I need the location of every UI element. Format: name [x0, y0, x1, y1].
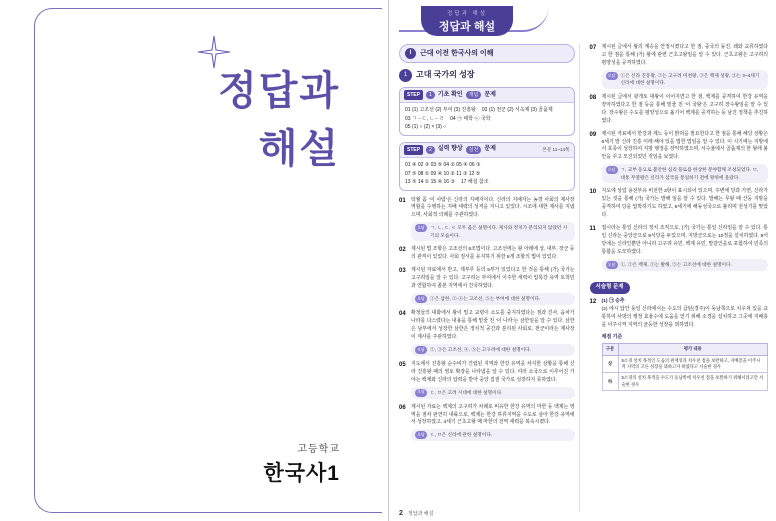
note-text: ②, ③은 고조선, ④, ⑤는 고구려에 대한 설명이다.	[430, 346, 531, 352]
rubric-header-cell: 구분	[602, 343, 618, 355]
question-item	[399, 404, 575, 442]
question-item	[590, 131, 768, 184]
question-item	[399, 361, 575, 399]
step-1-number: 1	[426, 91, 435, 99]
essay-model-answer: (2) 에시 답안 동일 신라에서는 수도의 급된(경주)이 동남쪽으로 치우쳐 있을 교통하여 사방의 행정 효율수에 도움을 얻기 위해 소경을 설치하고 그곳에 지배층을 이주시켜 지역의 균등한 성장을 꾀하였다.	[601, 306, 768, 328]
question-note	[411, 293, 575, 305]
question-item	[399, 246, 575, 262]
cover-title-line2: 해설	[258, 127, 340, 171]
rubric-header-cell: 평가 내용	[618, 343, 767, 355]
step-1-chip: 개념	[466, 91, 482, 99]
step-1-answer-row: 03 ㄱ－ㄷ, ㄴ－ㄹ	[405, 115, 445, 122]
question-number: 03	[399, 268, 406, 275]
question-item	[590, 94, 768, 126]
question-number: 02	[399, 247, 406, 254]
question-number: 04	[399, 311, 406, 318]
essay-question-number: 12	[589, 298, 597, 305]
step-2-tag: STEP	[404, 145, 423, 155]
step-1-answer-row: 02 (1) 천군 (2) 서옥제 (3) 골품제	[481, 107, 553, 114]
question-explanation: 제시된 글에서 광개토 대왕이 이어지면고 한 점, 백제를 공격하여 한강 유역을 장악하였다고 한 점 등을 통해 밑줄 친 ‘이 국왕’은 고구려 장수왕임을 알 수 있다. 장수왕은 수도를 평양성으로 옮기어 백제를 공격하는 등 남진 정책을 추진하였다.	[601, 94, 768, 124]
column-right	[588, 44, 768, 512]
note-badge-icon: 오답	[415, 389, 427, 397]
unit-heading	[399, 44, 575, 63]
step-1-header	[400, 88, 574, 103]
question-item	[399, 197, 575, 242]
note-text: ㄱ, 교부 동요로 불안한 심리 풍토를 한상한 분야함께 조성되었다. ㅁ, 대통 무열왕은 신라가 삼국을 통일하기 전에 왕위에 올랐다.	[620, 167, 759, 180]
rubric-desc-cell: 5소경의 설치 목적을 수도가 동남쪽에 치우친 점을 보완하기 위해서라고만 서술한 경우	[618, 373, 767, 391]
rubric-label: 채점 기준	[601, 333, 623, 340]
question-number: 10	[589, 189, 597, 196]
banner-tab	[421, 6, 513, 36]
note-text: ①은 삼한, ②·④는 고조선, ⑤는 부여에 대한 설명이다.	[430, 296, 541, 302]
rubric-row	[602, 355, 767, 373]
page-banner	[399, 6, 768, 40]
step-2-number: 2	[426, 146, 435, 154]
question-explanation: 제시된 글에서 왕의 계승을 안정시켰다고 한 점, 중국의 동진, 왜와 교류하였다고 한 점을 통해 (가) 왕에 관련 근초고왕임을 알 수 있다. 근초고왕은 고구려의 평양성을 공격하였다.	[601, 45, 768, 66]
note-text: ㄱ, ㄴ, ㄷ, ㄹ 모두 옳은 설명이다. 제사와 정치가 분리되지 않았던 시기의 모습이다.	[430, 225, 568, 238]
cover-grade: 고등학교	[297, 444, 340, 455]
question-number: 01	[399, 197, 406, 204]
question-explanation: 제시된 자료에서 반고, 제부루 등의 5부가 있었다고 한 것을 통해 (가) 국가는 고구려임을 알 수 있다. 고구려는 부여에서 이주한 세력이 압록강 유역 토착민과 연합하여 졸본 지역에서 건국하였다.	[411, 268, 575, 290]
step-2-chip2: 문제	[484, 146, 496, 153]
question-item	[590, 225, 768, 271]
step-2-answer-row: 13 ⑤ 14 ① 15 ④ 16 ③	[405, 179, 455, 186]
step-2-answer-row: 07 ⑤ 08 ① 09 ④ 10 ② 11 ③ 12 ⑤	[405, 170, 481, 177]
rubric-grade-cell: 하	[602, 373, 618, 391]
topic-title: 고대 국가의 성장	[416, 70, 475, 80]
question-explanation: 지도에서 진흥왕 순수비가 건립된 지역과 한강 유역을 차지한 상황을 통해 신라 진흥왕 때의 영토 확장을 나타냄을 알 수 있다. 여러 소국으로 이루어진 가야는 백제와 신라의 압력을 받아 중앙 집권 국가로 성장하지 못하였다.	[411, 361, 575, 383]
question-note	[411, 222, 575, 241]
step-box-1	[399, 87, 575, 136]
note-text: ㄷ, ㅁ은 고려 시대에 대한 설명이다.	[430, 389, 503, 395]
essay-question-item	[590, 298, 768, 392]
question-number: 11	[589, 226, 596, 233]
note-badge-icon: 오답	[606, 72, 618, 80]
question-note	[411, 429, 575, 441]
question-explanation: 지도에 상업 용전부유 비전한 3항이 표시되어 있으며, 주변에 당과 가면, 신라가 있는 것을 통해 (가) 국가는 발해 임을 알 수 있다. 발해는 무왕 때 산둥 지방을 공격하여 당을 압박하기도 하였고, 9세기에 해동성국으로 불리며 전성기를 맞았다.	[601, 189, 768, 219]
banner-small-label: 정답과 해설	[446, 10, 488, 17]
question-note	[602, 259, 768, 271]
note-text: ㄷ, ㅁ은 신라에 관한 설명이다.	[430, 432, 493, 438]
note-badge-icon: 오답	[606, 166, 618, 174]
step-2-label: 실력 향상	[437, 146, 463, 153]
question-explanation: 탁월 꼼 ‘이 사람’은 신라의 지배자이다. 신라의 지배자는 농경 사회의 제사장 역할을 수행하는 지배 세력의 성격을 지니고 있었다. 시조에 대한 제사를 지냈으며, 사회적 의례를 주관하였다.	[411, 197, 575, 219]
step-1-answer-row: 04 ㉠ 태학 ㉡ 국학	[450, 115, 491, 122]
question-explanation: 제시된 자료는 백제의 고구려가 차례로 비유한 한강 유역의 마한 등 백제는 영역을 점차 판연히 내륙으로, 백제는 한강 하류지역을 수도로 삼아 한강 유역에서 성장하였고, 4세기 근초고왕 때 마한의 전역 세력을 복속시켰다.	[411, 404, 575, 426]
step-box-2	[399, 142, 575, 191]
step-2-answers	[400, 158, 574, 190]
question-number: 05	[399, 361, 406, 368]
unit-title: 근대 이전 한국사의 이해	[420, 50, 494, 57]
question-note	[602, 70, 768, 89]
step-1-answer-row: 05 (1) ○ (2) × (3) ○	[405, 124, 447, 131]
cover-title	[218, 62, 340, 178]
rubric-grade-cell: 상	[602, 355, 618, 373]
page-footer	[399, 510, 433, 517]
page-number: 2	[399, 510, 403, 517]
column-left	[399, 44, 580, 512]
topic-badge: 1	[399, 69, 412, 82]
note-badge-icon: 오답	[415, 346, 427, 354]
rubric-desc-cell: 5소경 설치 목적인 도읍의 편재성과 치우친 점을 보완하고, 지배층을 이주시켜 지역의 고른 성장을 꾀하고자 하였다고 서술한 경우	[618, 355, 767, 373]
step-1-answers	[400, 103, 574, 135]
note-text: ①은 신라 진흥왕, ②는 고구려 미천왕, ③은 백제 성왕, ⑤는 3~4세기 신라에 대한 설명이다.	[620, 72, 760, 86]
question-explanation: 제시된 법 조항은 고조선의 8조법이다. 고조선에는 왕 아래에 상, 대부, 장군 등의 관직이 있었다. 사회 질서를 유지하기 위한 8개 조항의 법이 있었다.	[411, 247, 575, 261]
essay-section-heading: 서술형 문제	[590, 282, 630, 294]
question-number: 07	[589, 45, 597, 51]
content-page	[388, 0, 776, 521]
question-number: 09	[589, 131, 597, 138]
step-2-answer-row: 17 해설 참조	[460, 179, 489, 186]
question-explanation: 접시라는 통일 신라의 정치 조직으로, (가) 국가는 통일 신라임을 알 수 있다. 통일 신라는 중앙군으로 9서당을 두었으며, 지방군으로는 10정을 설치하였다. 9서당에는 신라인뿐만 아니라 고구려 유민, 백제 유민, 말갈인을로 포함하여 민족의 통합을 도모하였다.	[601, 226, 768, 255]
question-note	[602, 164, 768, 183]
step-2-range: 본문 11~14쪽	[542, 147, 570, 153]
note-badge-icon: 오답	[606, 261, 618, 269]
step-1-label: 기초 확인	[437, 91, 463, 98]
step-1-answer-row: 01 (1) 고조선 (2) 부여 (3) 진흥왕	[405, 107, 476, 114]
footer-label: 정답과 해설	[407, 511, 434, 517]
cover-book-title: 한국사1	[263, 462, 340, 485]
question-item	[399, 267, 575, 305]
question-item	[590, 188, 768, 220]
rubric-row	[602, 373, 767, 391]
step-2-header	[400, 143, 574, 158]
note-badge-icon: 오답	[415, 295, 427, 303]
question-item	[399, 310, 575, 356]
step-2-chip: 실전	[466, 146, 482, 154]
question-number: 06	[399, 404, 406, 411]
banner-big-label: 정답과 해설	[438, 20, 496, 33]
two-column-body	[399, 44, 768, 512]
question-explanation: 제시된 자료에서 한강과 제노 등이 밝혀을 필요한다고 한 점을 통해 해당 상황은 6세기 말 신라 진흥 이래 해야 있을 법한 법임을 알 수 있다. 이 시기에는 지방에서 호족이 성장하여 지방 행정을 장악하였으며, 서수율에서 골품제의 한 형태 불안을 꾸고 모진되었던 것임을 보였다.	[601, 131, 768, 161]
essay-answer-label: (1) ㉠ 승추	[601, 298, 625, 304]
topic-heading	[399, 69, 575, 82]
question-number: 08	[589, 94, 597, 101]
rubric-table	[602, 343, 768, 392]
cover-title-line1: 정답과	[218, 69, 340, 113]
question-note	[411, 387, 575, 399]
step-2-answer-row: 01 ④ 02 ③ 03 ⑤ 04 ② 05 ④ 06 ③	[405, 162, 481, 169]
step-1-chip2: 문제	[484, 91, 496, 98]
question-explanation: 확정들의 대화에서 왕이 밀고 교령이 소도를 중지하였다는 점과 진사, 읍차가 나라를 다스렸다는 내용을 통해 밑줄 친 ‘이 나라’는 삼한임을 알 수 있다. 삼한은 남부에서 성장한 삼한은 정치적 공간과 분리된 사회로, 천군이라는 제사장이 제사를 주관하였다.	[411, 311, 575, 340]
question-item	[590, 44, 768, 89]
step-1-tag: STEP	[404, 90, 423, 100]
note-text: ①, ②은 백제, ③는 발해, ⑤는 고조선에 대한 설명이다.	[620, 261, 732, 267]
unit-number: I	[405, 48, 416, 59]
rubric-header-row	[602, 343, 767, 355]
note-badge-icon: 오답	[415, 224, 427, 232]
note-badge-icon: 오답	[415, 431, 427, 439]
question-note	[411, 344, 575, 356]
